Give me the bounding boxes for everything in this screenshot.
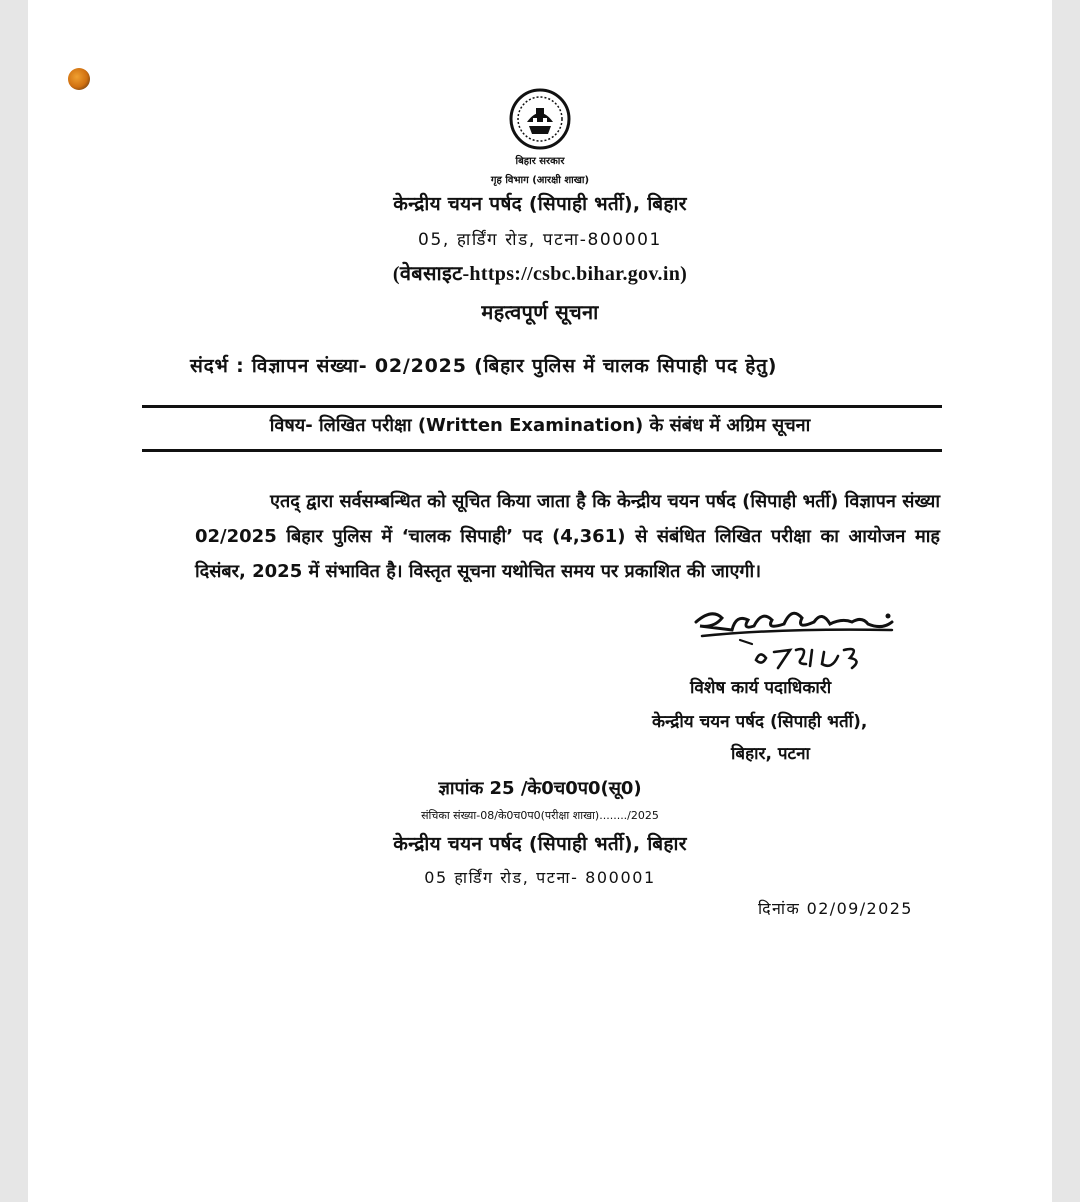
subject-line: विषय- लिखित परीक्षा (Written Examination) के संबंध में अग्रिम सूचना bbox=[269, 415, 811, 436]
handwritten-signature bbox=[692, 600, 912, 682]
bihar-govt-emblem-icon bbox=[509, 88, 571, 150]
notice-body-text: एतद् द्वारा सर्वसम्बन्धित को सूचित किया जाता है कि केन्द्रीय चयन पर्षद (सिपाही भर्ती) विज्ञापन संख्या 02/2025 बिहार पुलिस में ‘चालक सिपाही’ पद (4,361) से संबंधित लिखित परीक्षा का आयोजन माह दिसंबर, 2025 में संभावित है। विस्तृत सूचना यथोचित समय पर प्रकाशित की जाएगी। bbox=[195, 491, 940, 582]
letter-number: ज्ञापांक 25 /के0च0प0(सू0) bbox=[438, 778, 642, 799]
footer-office-name: केन्द्रीय चयन पर्षद (सिपाही भर्ती), बिहार bbox=[393, 833, 687, 855]
notice-title: महत्वपूर्ण सूचना bbox=[481, 300, 599, 324]
office-name: केन्द्रीय चयन पर्षद (सिपाही भर्ती), बिहार bbox=[393, 193, 687, 215]
top-rule bbox=[142, 405, 942, 408]
file-number: संचिका संख्या-08/के0च0प0(परीक्षा शाखा)......../2025 bbox=[421, 809, 659, 822]
reference-line: संदर्भ : विज्ञापन संख्या- 02/2025 (बिहार पुलिस में चालक सिपाही पद हेतु) bbox=[190, 355, 778, 377]
footer-address: 05 हार्डिंग रोड, पटना- 800001 bbox=[424, 868, 656, 887]
bottom-rule bbox=[142, 449, 942, 452]
signatory-designation: विशेष कार्य पदाधिकारी bbox=[690, 678, 832, 698]
issue-date: दिनांक 02/09/2025 bbox=[758, 899, 913, 918]
office-address: 05, हार्डिंग रोड, पटना-800001 bbox=[418, 230, 662, 250]
notice-body bbox=[195, 484, 940, 589]
website: (वेबसाइट-https://csbc.bihar.gov.in) bbox=[392, 263, 688, 285]
punch-hole bbox=[68, 68, 90, 90]
signatory-place: बिहार, पटना bbox=[731, 744, 810, 764]
govt-name: बिहार सरकार bbox=[515, 156, 565, 167]
signatory-office: केन्द्रीय चयन पर्षद (सिपाही भर्ती), bbox=[652, 712, 868, 732]
department-name: गृह विभाग (आरक्षी शाखा) bbox=[490, 175, 590, 186]
